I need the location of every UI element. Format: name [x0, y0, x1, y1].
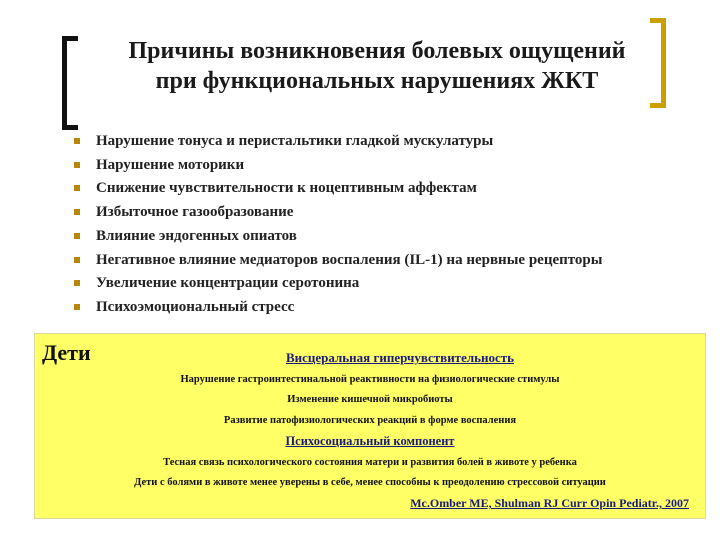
list-item: Нарушение тонуса и перистальтики гладкой мускулатуры: [74, 130, 602, 154]
list-item: Влияние эндогенных опиатов: [74, 225, 602, 249]
causes-list: [74, 130, 602, 320]
children-info-box: [34, 333, 706, 519]
list-item: Увеличение концентрации серотонина: [74, 272, 602, 296]
title-line-1: Причины возникновения болевых ощущений: [128, 38, 626, 64]
box-line-3: Развитие патофизиологических реакций в форме воспаления: [223, 415, 517, 426]
list-item: Негативное влияние медиаторов воспаления (IL-1) на нервные рецепторы: [74, 249, 602, 273]
bullet-square-icon: [74, 138, 80, 144]
left-bracket-decoration: [62, 36, 78, 130]
box-line-1: Нарушение гастроинтестинальной реактивности на физиологические стимулы: [180, 374, 560, 385]
bullet-square-icon: [74, 233, 80, 239]
visceral-heading: Висцеральная гиперчувствительность: [285, 350, 515, 365]
bullet-square-icon: [74, 280, 80, 286]
children-label: Дети: [42, 340, 91, 365]
bullet-square-icon: [74, 162, 80, 168]
list-item: Нарушение моторики: [74, 154, 602, 178]
title-line-2: при функциональных нарушениях ЖКТ: [155, 68, 599, 94]
box-line-4: Тесная связь психологического состояния матери и развития болей в животе у ребенка: [163, 457, 577, 468]
bullet-square-icon: [74, 209, 80, 215]
bullet-square-icon: [74, 185, 80, 191]
bullet-square-icon: [74, 304, 80, 310]
list-item: Снижение чувствительности к ноцептивным аффектам: [74, 177, 602, 201]
list-item: Избыточное газообразование: [74, 201, 602, 225]
list-item: Психоэмоциональный стресс: [74, 296, 602, 320]
box-line-2: Изменение кишечной микробиоты: [287, 394, 453, 405]
citation-reference: Mc.Omber ME, Shulman RJ Curr Opin Pediatr., 2007: [410, 496, 689, 510]
bullet-square-icon: [74, 257, 80, 263]
slide-title: [82, 36, 672, 96]
box-line-5: Дети с болями в животе менее уверены в себе, менее способны к преодолению стрессовой ситуации: [134, 477, 606, 488]
psychosocial-heading: Психосоциальный компонент: [285, 434, 455, 448]
